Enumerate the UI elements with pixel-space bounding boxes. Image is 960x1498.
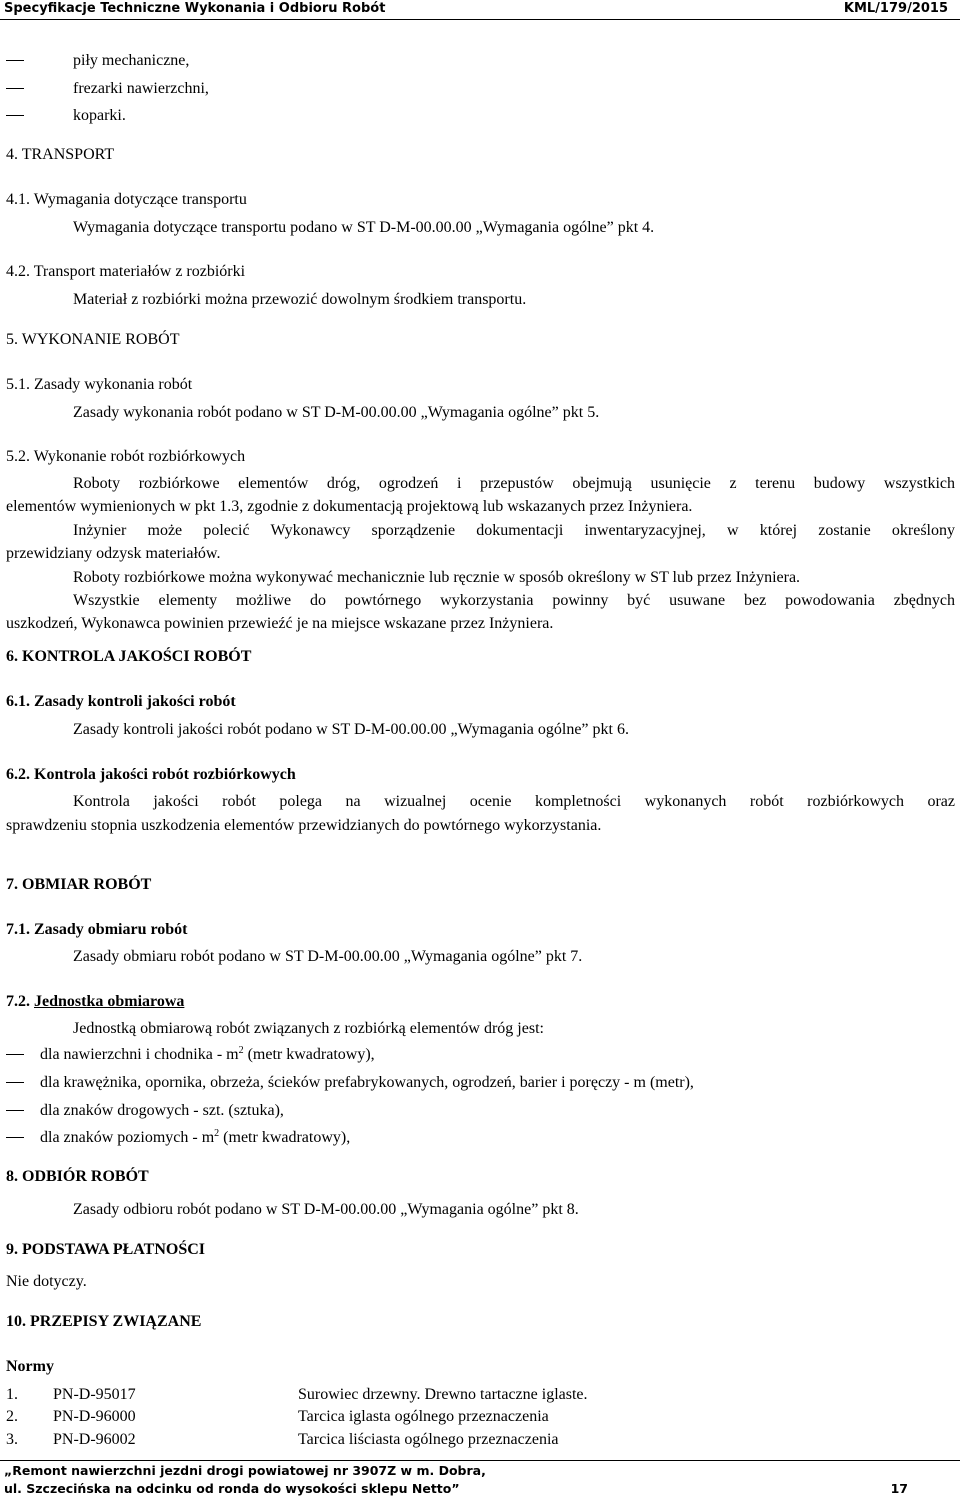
section-8-heading: 8. ODBIÓR ROBÓT — [6, 1168, 149, 1185]
list-item: dla znaków drogowych - szt. (sztuka), — [40, 1102, 284, 1119]
paragraph-line: sprawdzeniu stopnia uszkodzenia elementów przewidzianych do powtórnego wykorzystania. — [6, 817, 602, 834]
section-6-2-heading: 6.2. Kontrola jakości robót rozbiórkowych — [6, 766, 296, 783]
norm-code: PN-D-96002 — [53, 1431, 136, 1448]
dash-bullet — [6, 115, 24, 116]
list-item: koparki. — [73, 107, 126, 124]
list-item — [40, 1045, 375, 1065]
section-7-2-intro: Jednostką obmiarową robót związanych z rozbiórką elementów dróg jest: — [73, 1020, 544, 1037]
section-4-1-text: Wymagania dotyczące transportu podano w ST D-M-00.00.00 „Wymagania ogólne” pkt 4. — [73, 219, 655, 236]
page-header — [0, 0, 960, 20]
list-item-text: (metr kwadratowy), — [219, 1129, 351, 1146]
list-item-text: dla znaków poziomych - m — [40, 1129, 215, 1146]
section-5-1-heading: 5.1. Zasady wykonania robót — [6, 376, 193, 393]
paragraph-line: Inżynier może polecić Wykonawcy sporządzenie dokumentacji inwentaryzacyjnej, w której zostanie określony — [73, 522, 955, 539]
dash-bullet — [6, 1054, 24, 1055]
section-4-2-heading: 4.2. Transport materiałów z rozbiórki — [6, 263, 246, 280]
norm-description: Surowiec drzewny. Drewno tartaczne iglaste. — [298, 1386, 588, 1403]
list-item: piły mechaniczne, — [73, 52, 190, 69]
section-6-1-heading: 6.1. Zasady kontroli jakości robót — [6, 693, 236, 710]
dash-bullet — [6, 1082, 24, 1083]
list-item — [40, 1128, 350, 1148]
norms-heading: Normy — [6, 1358, 54, 1375]
list-item-text: dla nawierzchni i chodnika - m — [40, 1046, 239, 1063]
section-8-text: Zasady odbioru robót podano w ST D-M-00.00.00 „Wymagania ogólne” pkt 8. — [73, 1201, 579, 1218]
section-6-heading: 6. KONTROLA JAKOŚCI ROBÓT — [6, 648, 252, 665]
paragraph-line: przewidziany odzysk materiałów. — [6, 545, 221, 562]
norm-code: PN-D-96000 — [53, 1408, 136, 1425]
section-7-1-text: Zasady obmiaru robót podano w ST D-M-00.00.00 „Wymagania ogólne” pkt 7. — [73, 948, 583, 965]
section-5-2-heading: 5.2. Wykonanie robót rozbiórkowych — [6, 448, 246, 465]
section-5-1-text: Zasady wykonania robót podano w ST D-M-00.00.00 „Wymagania ogólne” pkt 5. — [73, 404, 600, 421]
list-item-text: (metr kwadratowy), — [243, 1046, 375, 1063]
list-item: dla krawężnika, opornika, obrzeża, ścieków prefabrykowanych, ogrodzeń, barier i poręczy - m (metr), — [40, 1074, 694, 1091]
section-7-heading: 7. OBMIAR ROBÓT — [6, 876, 152, 893]
dash-bullet — [6, 88, 24, 89]
section-7-2-title: Jednostka obmiarowa — [34, 993, 185, 1010]
section-7-2-number: 7.2. — [6, 993, 30, 1010]
section-6-1-text: Zasady kontroli jakości robót podano w ST D-M-00.00.00 „Wymagania ogólne” pkt 6. — [73, 721, 629, 738]
list-item: frezarki nawierzchni, — [73, 80, 209, 97]
header-code: KML/179/2015 — [843, 1, 948, 16]
section-4-1-heading: 4.1. Wymagania dotyczące transportu — [6, 191, 247, 208]
footer-project-line-1: „Remont nawierzchni jezdni drogi powiatowej nr 3907Z w m. Dobra, — [4, 1463, 486, 1478]
superscript: 2 — [238, 1045, 244, 1056]
paragraph-line: elementów wymienionych w pkt 1.3, zgodnie z dokumentacją projektową lub wskazanych przez Inżyniera. — [6, 498, 693, 515]
section-9-heading: 9. PODSTAWA PŁATNOŚCI — [6, 1241, 205, 1258]
dash-bullet — [6, 1110, 24, 1111]
norm-code: PN-D-95017 — [53, 1386, 136, 1403]
dash-bullet — [6, 1137, 24, 1138]
paragraph-line: uszkodzeń, Wykonawca powinien przewieźć je na miejsce wskazane przez Inżyniera. — [6, 615, 554, 632]
norm-number: 2. — [6, 1408, 18, 1425]
page-number: 17 — [890, 1481, 908, 1496]
paragraph-line: Kontrola jakości robót polega na wizualnej ocenie kompletności wykonanych robót rozbiórkowych oraz — [73, 793, 955, 810]
section-7-1-heading: 7.1. Zasady obmiaru robót — [6, 921, 188, 938]
section-5-heading: 5. WYKONANIE ROBÓT — [6, 331, 180, 348]
section-10-heading: 10. PRZEPISY ZWIĄZANE — [6, 1313, 202, 1330]
norm-description: Tarcica liściasta ogólnego przeznaczenia — [298, 1431, 559, 1448]
section-4-heading: 4. TRANSPORT — [6, 146, 115, 163]
dash-bullet — [6, 60, 24, 61]
section-7-2-heading — [6, 992, 184, 1012]
norm-number: 3. — [6, 1431, 18, 1448]
footer-project-line-2: ul. Szczecińska na odcinku od ronda do wysokości sklepu Netto” — [4, 1481, 460, 1496]
paragraph-line: Wszystkie elementy możliwe do powtórnego wykorzystania powinny być usuwane bez powodowania zbędnych — [73, 592, 955, 609]
paragraph-line: Roboty rozbiórkowe można wykonywać mechanicznie lub ręcznie w sposób określony w ST lub przez Inżyniera. — [73, 569, 801, 586]
norm-number: 1. — [6, 1386, 18, 1403]
page-footer — [0, 1460, 960, 1498]
section-4-2-text: Materiał z rozbiórki można przewozić dowolnym środkiem transportu. — [73, 291, 527, 308]
header-title: Specyfikacje Techniczne Wykonania i Odbioru Robót — [4, 1, 386, 16]
paragraph-line: Roboty rozbiórkowe elementów dróg, ogrodzeń i przepustów obejmują usunięcie z terenu budowy wszystkich — [73, 475, 955, 492]
norm-description: Tarcica iglasta ogólnego przeznaczenia — [298, 1408, 549, 1425]
superscript: 2 — [214, 1128, 220, 1139]
section-9-text: Nie dotyczy. — [6, 1273, 87, 1290]
